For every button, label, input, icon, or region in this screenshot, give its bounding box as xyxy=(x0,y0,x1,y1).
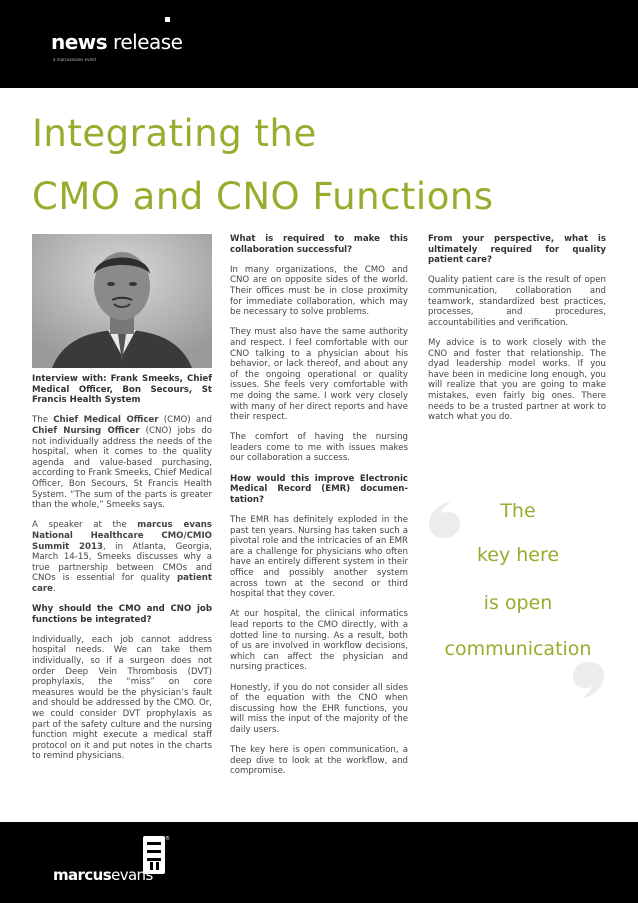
column-1 xyxy=(32,374,212,772)
article-title-line-2: CMO and CNO Functions xyxy=(32,175,494,218)
question-2: What is required to make this collaboration successful? xyxy=(230,234,408,255)
column-3 xyxy=(428,234,606,432)
release-word: release xyxy=(107,30,183,54)
news-word: news xyxy=(51,30,108,54)
question-3: How would this improve Electronic Medical Record (EMR) documen-tation? xyxy=(230,473,408,505)
answer-2-part-3: The comfort of having the nursing leaders come to me with issues makes our collaboration a success. xyxy=(230,432,408,464)
question-1: Why should the CMO and CNO job functions be integrated? xyxy=(32,604,212,625)
article-title-line-1: Integrating the xyxy=(32,112,317,155)
header-dot xyxy=(165,17,170,22)
answer-2-part-2: They must also have the same authority and respect. I feel comfortable with our CNO talking to a physician about his behavior, or lack thereof, and about any of the ongoing operational or quality issues. She feels very comfortable with me doing the same. I work very closely with many of her direct reports and have their respect. xyxy=(230,327,408,423)
close-quote-icon xyxy=(569,658,607,700)
answer-3-part-2: At our hospital, the clinical informatics lead reports to the CMO directly, with a dotted line to nursing. As a result, both of us are involved in workflow decisions, which can affect the physician and nursing practices. xyxy=(230,609,408,673)
answer-3-part-1: The EMR has definitely exploded in the past ten years. Nursing has taken such a pivotal role and the intricacies of an EMR are a challenge for physicians who often have an entirely different system in their office and possibly another system across town at the second or third hospital that they cover. xyxy=(230,515,408,600)
pull-quote-line-4: communication xyxy=(444,638,592,660)
answer-4-part-2: My advice is to work closely with the CNO and foster that relationship. The dyad leadership model works. If you have been in medicine long enough, you will realize that you are going to make mistakes, even fairly big ones. There needs to be a trusted partner at work to watch what you do. xyxy=(428,337,606,423)
answer-3-part-3: Honestly, if you do not consider all sides of the equation with the CNO when discussing how the EHR functions, you will miss the input of the majority of the daily users. xyxy=(230,682,408,735)
question-4: From your perspective, what is ultimately required for quality patient care? xyxy=(428,234,606,266)
header-banner xyxy=(0,0,638,88)
answer-4-part-1: Quality patient care is the result of open communication, collaboration and teamwork, standardized best practices, processes, and procedures, accountabilities and verification. xyxy=(428,275,606,328)
photo-caption: Interview with: Frank Smeeks, Chief Medical Officer, Bon Secours, St Francis Health System xyxy=(32,374,212,406)
pull-quote-line-2: key here xyxy=(476,544,560,566)
column-2 xyxy=(230,234,408,786)
intro-paragraph: The Chief Medical Officer (CMO) and Chief Nursing Officer (CNO) jobs do not individually address the needs of the hospital, when it comes to the quality agenda and value-based purchasing, according to Frank Smeeks, Chief Medical Officer, Bon Secours, St Francis Health System. “The sum of the parts is greater than the whole,” Smeeks says. xyxy=(32,415,212,511)
pull-quote-line-1: The xyxy=(500,500,536,522)
header-tagline: a marcusevans event xyxy=(53,57,97,62)
answer-3-part-4: The key here is open communication, a deep dive to look at the workflow, and compromise. xyxy=(230,745,408,777)
registered-mark: ® xyxy=(165,836,170,842)
pull-quote-line-3: is open xyxy=(483,592,553,614)
answer-2-part-1: In many organizations, the CMO and CNO are on opposite sides of the world. Their offices must be in close proximity for immediate collaboration, which may be necessary to solve problems. xyxy=(230,264,408,318)
news-release-logo xyxy=(51,30,182,54)
portrait-image xyxy=(32,234,212,368)
pull-quote xyxy=(428,500,608,700)
speaker-photo xyxy=(32,234,212,368)
event-paragraph: A speaker at the marcus evans National Healthcare CMO/CMIO Summit 2013, in Atlanta, Georgia, March 14-15, Smeeks discusses why a true partnership between CMOs and CNOs is essential for quality patient care. xyxy=(32,520,212,594)
footer-banner xyxy=(0,822,638,903)
marcus-evans-logo: marcusevans xyxy=(53,866,153,884)
answer-1: Individually, each job cannot address hospital needs. We can take them individually, so if a surgeon does not order Deep Vein Thrombosis (DVT) prophylaxis, the “miss” on core measures would be the physician’s fault and should be addressed by the CMO. Or, we could consider DVT prophylaxis as part of the safety culture and the nursing function might execute a medical staff protocol on it and put notes in the charts to remind physicians. xyxy=(32,634,212,762)
